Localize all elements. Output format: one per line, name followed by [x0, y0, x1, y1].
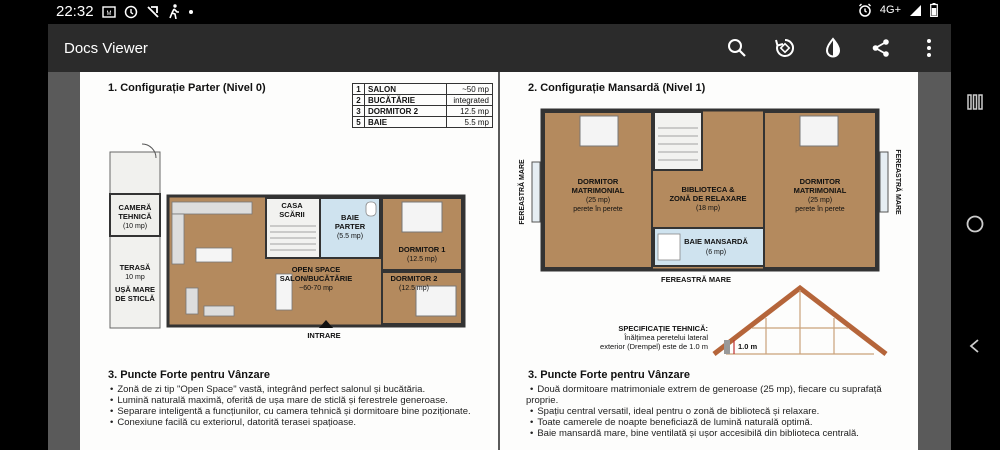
label-bedroom-2-area: (12.5 mp) [399, 285, 429, 292]
features-list-left [106, 384, 496, 428]
table-row: 3 DORMITOR 2 12.5 mp [353, 106, 493, 117]
label-stairs: CASA [281, 201, 303, 210]
table-row: 2 BUCĂTĂRIE integrated [353, 95, 493, 106]
label-open-space-2: SALON/BUCĂTĂRIE [279, 274, 353, 283]
label-window-bottom: FEREASTRĂ MARE [660, 275, 732, 284]
features-title-right: 3. Puncte Forte pentru Vânzare [528, 369, 690, 381]
label-bedroom-1-area: (12.5 mp) [407, 256, 437, 263]
label-attic-bathroom: BAIE MANSARDĂ [684, 237, 748, 246]
page-title-ground-floor: 1. Configurație Parter (Nivel 0) [108, 82, 266, 94]
recents-icon[interactable] [963, 90, 987, 114]
signal-icon [909, 4, 922, 17]
home-icon[interactable] [963, 212, 987, 236]
label-right-bedroom-note: perete în perete [795, 206, 845, 213]
label-right-bedroom-2: MATRIMONIAL [793, 186, 847, 195]
label-left-bedroom-area: (25 mp) [585, 197, 611, 204]
label-attic-bathroom-area: (6 mp) [705, 249, 727, 256]
label-bedroom-2: DORMITOR 2 [390, 274, 438, 283]
label-spec-dimension: 1.0 m [738, 342, 758, 351]
document-viewport[interactable] [48, 72, 951, 450]
ground-floor-plan [80, 122, 498, 342]
label-tech-area: (10 mp) [122, 223, 148, 230]
label-open-space: OPEN SPACE [291, 265, 341, 274]
label-bathroom-area: (5.5 mp) [336, 233, 364, 240]
document-page-left [80, 72, 498, 450]
label-tech-room-2: TEHNICĂ [118, 212, 152, 221]
label-library-2: ZONĂ DE RELAXARE [669, 194, 747, 203]
page-title-attic: 2. Configurație Mansardă (Nivel 1) [528, 82, 706, 94]
features-title-left: 3. Puncte Forte pentru Vânzare [108, 369, 270, 381]
back-icon[interactable] [963, 334, 987, 358]
label-entrance: INTRARE [307, 331, 341, 340]
status-time: 22:32 [56, 3, 94, 20]
label-bathroom-2: PARTER [334, 222, 366, 231]
list-item: • Spațiu central versatil, ideal pentru o zonă de bibliotecă și relaxare. [526, 406, 916, 417]
clock-icon [124, 5, 138, 19]
label-bedroom-1: DORMITOR 1 [398, 245, 446, 254]
label-left-bedroom: DORMITOR [577, 177, 619, 186]
document-page-right [500, 72, 918, 450]
list-item: • Baie mansardă mare, bine ventilată și ușor accesibilă din biblioteca centrală. [526, 428, 916, 439]
label-tech-room: CAMERĂ [118, 203, 152, 212]
table-row: 5 BAIE 5.5 mp [353, 117, 493, 128]
features-list-right [526, 384, 916, 439]
spec-note: SPECIFICAȚIE TEHNICĂ: Înălțimea peretelui lateral exterior (Drempel) este de 1.0 m [600, 324, 708, 351]
label-glass-door: UȘĂ MARE [114, 285, 156, 294]
list-item: • Separare inteligentă a funcțiunilor, cu camera tehnică și dormitoare bine poziționate. [106, 406, 496, 417]
dot-icon [188, 9, 194, 15]
navigation-bar [951, 24, 1000, 450]
list-item: • Conexiune facilă cu exteriorul, datorită terasei spațioase. [106, 417, 496, 428]
list-item: • Lumină naturală maximă, oferită de ușa mare de sticlă și ferestrele generoase. [106, 395, 496, 406]
walking-icon [168, 4, 180, 19]
alarm-icon [858, 3, 872, 17]
roof-section-diagram [706, 282, 906, 362]
list-item: • Toate camerele de noapte beneficiază de lumină naturală optimă. [526, 417, 916, 428]
label-terrace-area: 10 mp [125, 274, 145, 281]
status-bar [0, 0, 1000, 24]
app-bar [48, 24, 951, 72]
contrast-icon[interactable] [821, 36, 845, 60]
label-glass-door-2: DE STICLĂ [115, 294, 155, 303]
label-terrace: TERASĂ [119, 263, 151, 272]
label-left-bedroom-2: MATRIMONIAL [571, 186, 625, 195]
rotate-icon[interactable] [773, 36, 797, 60]
network-label: 4G+ [879, 4, 901, 16]
label-stairs-2: SCĂRII [279, 210, 305, 219]
label-window-left: FEREASTRĂ MARE [519, 159, 526, 225]
list-item: • Zonă de zi tip "Open Space" vastă, integrând perfect salonul și bucătăria. [106, 384, 496, 395]
accessibility-icon [146, 5, 160, 19]
label-left-bedroom-note: perete în perete [573, 206, 623, 213]
more-icon[interactable] [917, 36, 941, 60]
label-right-bedroom-area: (25 mp) [807, 197, 833, 204]
svg-text:M: M [106, 10, 112, 17]
mail-icon [102, 6, 116, 18]
label-right-bedroom: DORMITOR [799, 177, 841, 186]
label-library-area: (18 mp) [695, 205, 721, 212]
app-title: Docs Viewer [64, 40, 148, 57]
battery-icon [930, 3, 938, 17]
search-icon[interactable] [725, 36, 749, 60]
label-bathroom: BAIE [341, 213, 359, 222]
share-icon[interactable] [869, 36, 893, 60]
list-item: • Două dormitoare matrimoniale extrem de generoase (25 mp), fiecare cu suprafață proprie. [526, 384, 916, 406]
label-library: BIBLIOTECA & [681, 185, 735, 194]
table-row: 1 SALON ~50 mp [353, 84, 493, 95]
label-open-space-area: ~60-70 mp [299, 285, 333, 292]
label-window-right: FEREASTRĂ MARE [894, 149, 901, 215]
